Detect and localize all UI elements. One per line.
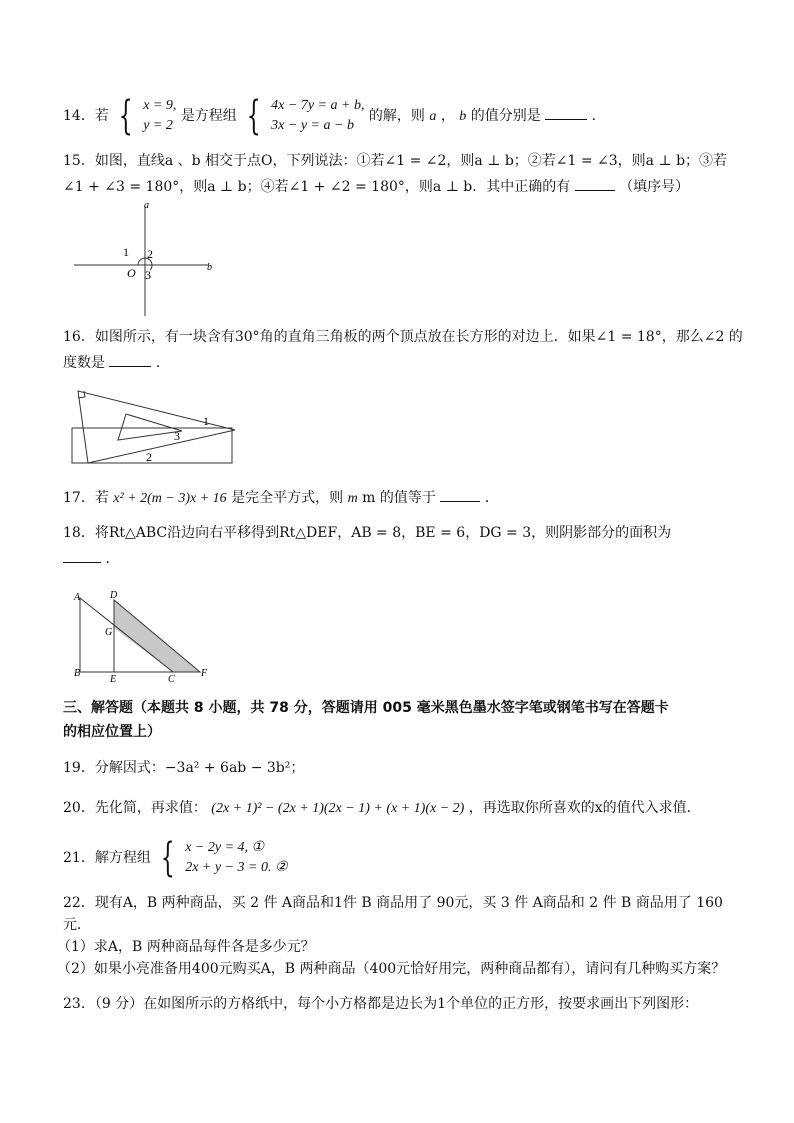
q17-end: ． <box>484 490 499 506</box>
q15-label-b: b <box>207 262 212 273</box>
q14-brace-2: { <box>246 93 261 139</box>
q14-mid: 是方程组 <box>180 108 237 124</box>
q20-pre: 20．先化简，再求值： <box>63 800 207 816</box>
q14-sys1-line2: y = 2 <box>143 118 173 133</box>
q15-label-o: O <box>127 266 136 280</box>
q22-line1: 22．现有A，B 两种商品，买 2 件 A商品和1件 B 商品用了 90元，买 3 件 A商品和 2 件 B 商品用了 160 <box>63 895 723 911</box>
q21-equation-system <box>185 838 287 878</box>
q22-part2: （2）如果小亮准备用400元购买A，B 两种商品（400元恰好用完，两种商品都有），请问有几种购买方案？ <box>57 961 726 977</box>
q14-equation-system <box>271 96 364 136</box>
q18-line2: ． <box>105 551 120 567</box>
q14-sys2-line2: 3x − y = a − b <box>271 118 354 133</box>
q18-label-A: A <box>74 592 81 603</box>
q21-brace: { <box>161 835 176 881</box>
q19-text: 19．分解因式：−3a² + 6ab − 3b²； <box>63 760 305 776</box>
q15-line2b: （填序号） <box>619 179 690 195</box>
q15-label-1: 1 <box>123 245 129 259</box>
q17-answer-blank[interactable] <box>440 487 480 502</box>
q14-tail2: 的值分别是 <box>470 108 541 124</box>
q16-label-2: 2 <box>146 450 152 464</box>
q14-solution-system <box>143 96 176 136</box>
q14-var-a: a <box>429 109 437 124</box>
q18-label-B: B <box>74 668 81 679</box>
q14-answer-blank[interactable] <box>545 105 587 120</box>
q23-text: 23．（9 分）在如图所示的方格纸中，每个小方格都是边长为1个单位的正方形，按要求画出下列图形： <box>63 996 699 1012</box>
q18-label-D: D <box>110 590 118 601</box>
q21-line1: x − 2y = 4, ① <box>185 840 265 855</box>
question-14 <box>63 92 735 141</box>
q15-answer-blank[interactable] <box>575 176 615 191</box>
q14-tail: 的解，则 <box>368 108 425 124</box>
question-23 <box>63 993 735 1015</box>
q16-rectangle <box>72 428 232 463</box>
q22-line2: 元． <box>63 917 91 933</box>
question-15 <box>63 150 735 198</box>
q14-number: 14．若 <box>63 108 109 124</box>
section-3-header <box>63 696 735 744</box>
q18-answer-blank[interactable] <box>63 548 101 563</box>
q18-label-E: E <box>110 674 117 682</box>
q15-line1: 15．如图，直线a 、b 相交于点O，下列说法：①若∠1 = ∠2，则a ⊥ b；②若∠1 = ∠3，则a ⊥ b；③若 <box>63 153 728 169</box>
section-3-line2: 的相应位置上） <box>63 724 161 740</box>
question-18 <box>63 522 735 570</box>
q20-post: ，再选取你所喜欢的x的值代入求值． <box>468 800 701 816</box>
q16-label-3: 3 <box>174 429 180 443</box>
q17-mid2: m 的值等于 <box>362 490 436 506</box>
q15-label-3: 3 <box>145 268 151 282</box>
q20-expression: (2x + 1)² − (2x + 1)(2x − 1) + (x + 1)(x − 2) <box>211 801 465 816</box>
q14-brace-1: { <box>119 93 134 139</box>
q18-line1: 18．将Rt△ABC沿边向右平移得到Rt△DEF，AB = 8，BE = 6，DG = 3，则阴影部分的面积为 <box>63 525 672 541</box>
q21-pre: 21．解方程组 <box>63 850 151 866</box>
q18-label-G: G <box>105 627 113 638</box>
q15-label-a: a <box>144 200 149 211</box>
q16-line1: 16．如图所示，有一块含有30°角的直角三角板的两个顶点放在长方形的对边上．如果∠1 = 18°，那么∠2 的 <box>63 329 743 345</box>
q21-line2: 2x + y − 3 = 0. ② <box>185 860 288 875</box>
q18-label-C: C <box>168 674 175 682</box>
q15-line2a: ∠1 + ∠3 = 180°，则a ⊥ b；④若∠1 + ∠2 = 180°，则a ⊥ b．其中正确的有 <box>63 179 571 195</box>
q17-pre: 17．若 <box>63 490 109 506</box>
q17-expression: x² + 2(m − 3)x + 16 <box>113 491 227 506</box>
q16-answer-blank[interactable] <box>109 352 151 367</box>
question-19 <box>63 757 735 779</box>
q16-inner-triangle <box>118 414 182 440</box>
q18-figure <box>70 590 220 682</box>
question-17 <box>63 487 735 510</box>
q17-mid: 是完全平方式，则 <box>231 490 344 506</box>
q18-label-F: F <box>201 668 208 679</box>
q16-line2b: ． <box>155 355 170 371</box>
q14-sys2-line1: 4x − 7y = a + b, <box>271 98 365 113</box>
q14-end: ． <box>591 108 606 124</box>
q17-var-m: m <box>347 491 358 506</box>
q22-part1: （1）求A，B 两种商品每件各是多少元？ <box>57 939 315 955</box>
q16-label-1: 1 <box>203 414 209 428</box>
question-21 <box>63 836 735 880</box>
q16-figure <box>70 388 238 468</box>
section-3-line1: 三、解答题（本题共 8 小题，共 78 分，答题请用 005 毫米黑色墨水签字笔或钢笔书写在答题卡 <box>63 700 669 716</box>
q16-triangle-ruler <box>78 391 235 463</box>
question-22 <box>57 892 735 980</box>
question-16 <box>63 326 743 374</box>
q16-line2a: 度数是 <box>63 355 105 371</box>
q14-var-b: b <box>459 109 467 124</box>
q14-sys1-line1: x = 9, <box>143 98 177 113</box>
question-20 <box>63 797 735 820</box>
q15-label-2: 2 <box>147 247 153 261</box>
q15-figure <box>70 198 230 318</box>
q14-sep: ， <box>440 108 455 124</box>
